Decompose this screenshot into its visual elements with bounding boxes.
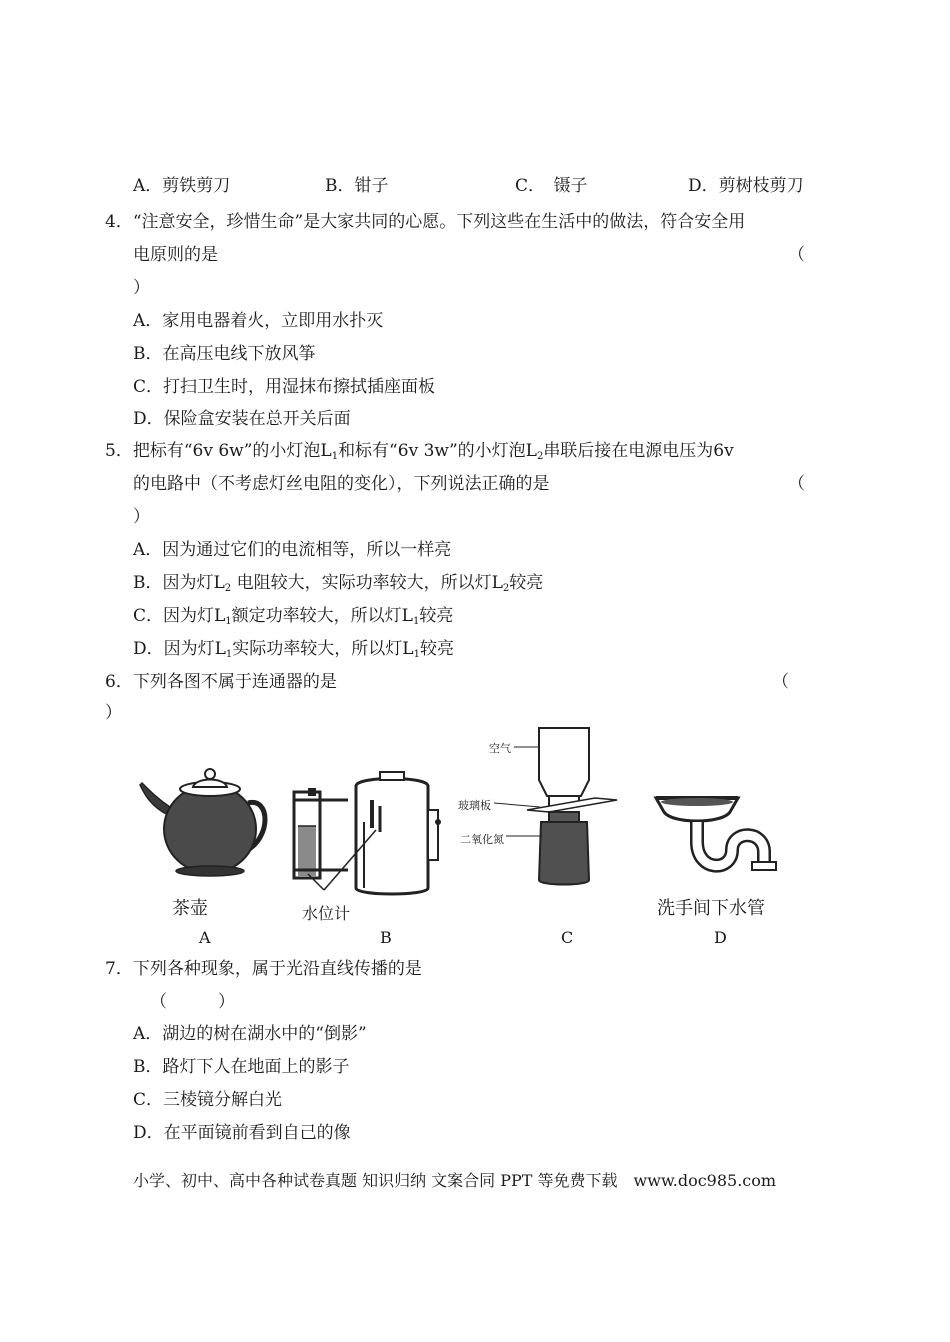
glass-plate-leader-line [494, 802, 540, 808]
q5-option-d: D．因为灯$L_1$实际功率较大，所以灯$L_1$较亮 [133, 639, 454, 660]
q4-paren-open: （ [788, 245, 805, 265]
page-footer: 小学、初中、高中各种试卷真题 知识归纳 文案合同 PPT 等免费下载 www.doc985.com [133, 1171, 777, 1190]
q5-stem-line1: 5．把标有“6v 6w”的小灯泡$L_1$和标有“6v 3w”的小灯泡$L_2$串联后接在电源电压为6v [105, 441, 734, 462]
water-level-gauge-caption: 水位计 [302, 904, 351, 923]
q5-stem-line2: 的电路中（不考虑灯丝电阻的变化），下列说法正确的是 [133, 474, 550, 494]
no2-label: 二氧化氮 [460, 833, 504, 846]
q7-option-c: C．三棱镜分解白光 [133, 1090, 283, 1110]
q5-paren-open: （ [788, 474, 805, 494]
q4-stem-line2: 电原则的是 [133, 245, 218, 265]
q7-stem: 7．下列各种现象，属于光沿直线传播的是 [105, 959, 422, 979]
q3-option-c: C． 镊子 [515, 176, 588, 196]
water-level-gauge-figure [288, 770, 448, 900]
q4-paren-close: ） [133, 278, 150, 298]
teapot-caption: 茶壶 [172, 898, 208, 919]
q4-option-b: B．在高压电线下放风筝 [133, 344, 316, 364]
no2-leader-line [506, 834, 542, 840]
q5-option-b: B．因为灯$L_2$ 电阻较大，实际功率较大，所以灯$L_2$较亮 [133, 573, 544, 594]
q6-stem: 6．下列各图不属于连通器的是 [105, 672, 337, 692]
q6-paren-close: ） [105, 703, 122, 723]
q4-stem-line1: 4．“注意安全，珍惜生命”是大家共同的心愿。下列这些在生活中的做法，符合安全用 [105, 212, 746, 232]
air-leader-line [514, 745, 540, 749]
sink-drain-figure [652, 790, 777, 890]
air-label: 空气 [489, 742, 511, 755]
q6-paren-open: （ [772, 672, 789, 692]
figure-letter-b: B [380, 928, 392, 947]
q5-option-c: C．因为灯$L_1$额定功率较大，所以灯$L_1$较亮 [133, 606, 454, 627]
sink-drain-caption: 洗手间下水管 [657, 898, 765, 919]
q4-option-c: C．打扫卫生时，用湿抹布擦拭插座面板 [133, 377, 436, 397]
q4-option-d: D．保险盒安装在总开关后面 [133, 409, 351, 429]
figure-letter-a: A [199, 928, 211, 947]
q5-option-a: A．因为通过它们的电流相等，所以一样亮 [133, 540, 452, 560]
q7-paren: （ ） [150, 992, 235, 1012]
q3-option-b: B．钳子 [325, 176, 389, 196]
q4-option-a: A．家用电器着火，立即用水扑灭 [133, 311, 384, 331]
gas-diffusion-figure [525, 720, 630, 890]
figure-letter-c: C [561, 928, 574, 947]
q3-option-d: D．剪树枝剪刀 [688, 176, 804, 196]
q7-option-d: D．在平面镜前看到自己的像 [133, 1123, 351, 1143]
glass-plate-label: 玻璃板 [458, 799, 491, 812]
figure-letter-d: D [714, 928, 727, 947]
teapot-figure [138, 765, 273, 880]
q7-option-b: B．路灯下人在地面上的影子 [133, 1057, 350, 1077]
q5-paren-close: ） [133, 507, 150, 527]
q3-option-a: A．剪铁剪刀 [133, 176, 231, 196]
q7-option-a: A．湖边的树在湖水中的“倒影” [133, 1024, 367, 1044]
